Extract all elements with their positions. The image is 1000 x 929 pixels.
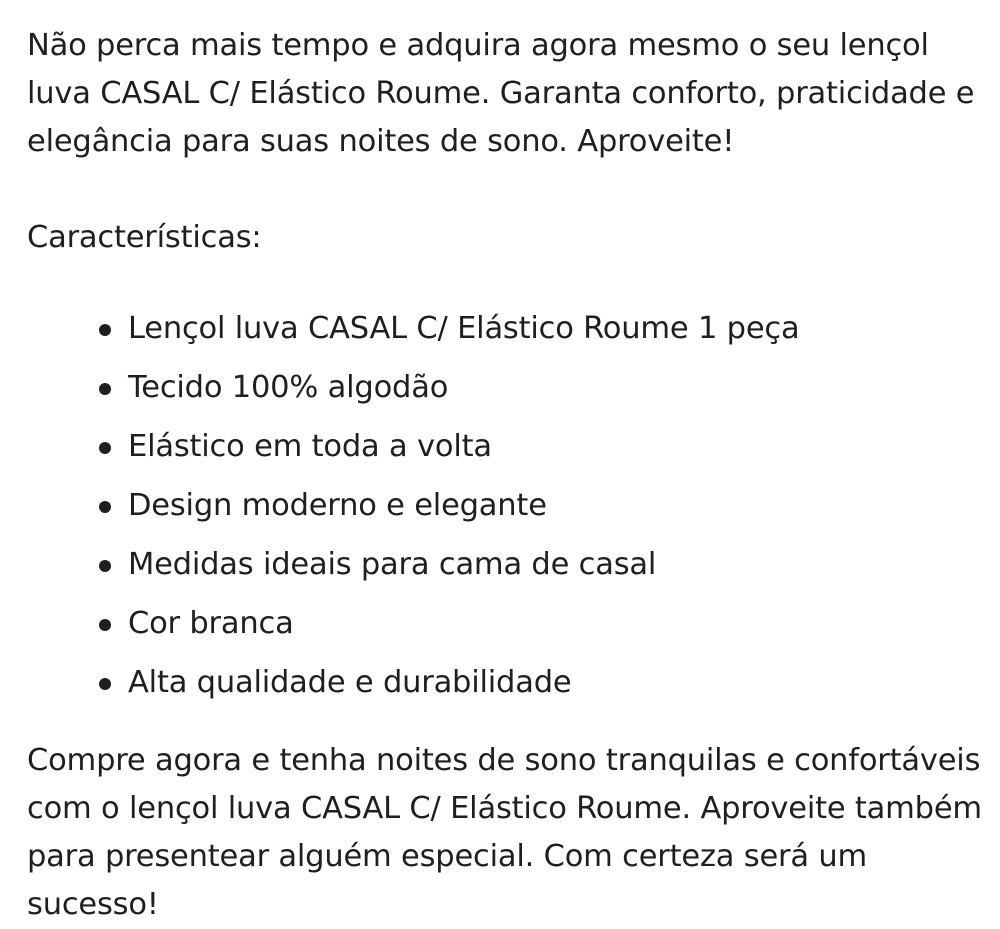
- feature-item: [27, 665, 987, 727]
- intro-paragraph: Não perca mais tempo e adquira agora mesmo o seu lençol luva CASAL C/ Elástico Roume. Garanta conforto, praticidade e elegância para suas noites de sono. Aproveite!: [27, 28, 975, 159]
- product-description: [27, 22, 987, 929]
- feature-text: Alta qualidade e durabilidade: [128, 665, 572, 700]
- feature-item: [27, 488, 987, 550]
- bullet-icon: [99, 442, 111, 454]
- feature-text: Tecido 100% algodão: [128, 370, 449, 405]
- feature-text: Design moderno e elegante: [128, 488, 547, 523]
- feature-item: [27, 606, 987, 668]
- bullet-icon: [99, 501, 111, 513]
- feature-item: [27, 311, 987, 373]
- bullet-icon: [99, 560, 111, 572]
- bullet-icon: [99, 324, 111, 336]
- feature-text: Cor branca: [128, 606, 294, 641]
- feature-item: [27, 429, 987, 491]
- bullet-icon: [99, 678, 111, 690]
- bullet-icon: [99, 619, 111, 631]
- feature-text: Medidas ideais para cama de casal: [128, 547, 657, 582]
- feature-item: [27, 547, 987, 609]
- feature-text: Elástico em toda a volta: [128, 429, 492, 464]
- feature-text: Lençol luva CASAL C/ Elástico Roume 1 peça: [128, 311, 800, 346]
- outro-paragraph: Compre agora e tenha noites de sono tranquilas e confortáveis com o lençol luva CASAL C/ Elástico Roume. Aproveite também para presentear alguém especial. Com certeza será um sucesso!: [27, 743, 982, 922]
- features-list: [27, 311, 987, 727]
- features-heading: Características:: [27, 220, 262, 255]
- bullet-icon: [99, 383, 111, 395]
- feature-item: [27, 370, 987, 432]
